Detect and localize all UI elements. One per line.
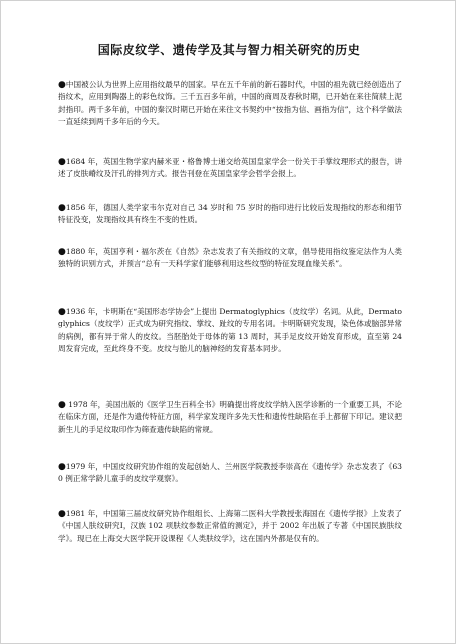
bullet-icon: ● xyxy=(58,400,66,410)
paragraph-text: 1978 年，美国出版的《医学卫生百科全书》明确提出将皮纹学纳入医学诊断的一个重要工具，不论在临床方面，还是作为遗传特征方面，科学家发现许多先天性和遗传性缺陷在手上都留下印记。建议把新生儿的手足纹取印作为筛查遗传缺陷的常规。 xyxy=(58,400,402,434)
paragraph-text: 1936 年，卡明斯在“美国形态学协会”上提出 Dermatoglyphics（皮纹学）名词。从此，Dermatoglyphics（皮纹学）正式成为研究指纹、掌纹、趾纹的专用名词。卡明斯研究发现，染色体或脑部异常的病例，都有异于常人的皮纹。当胚胎处于母体的第 13 周时，其手足皮纹开始发育形成，直至第 24 周发育完成，至此终身不变。皮纹与胎儿的脑神经的发育基本同步。 xyxy=(58,307,402,353)
bullet-icon: ● xyxy=(58,80,66,90)
bullet-icon: ● xyxy=(58,509,66,519)
paragraph-text: 1856 年，德国人类学家韦尔克对自己 34 岁时和 75 岁时的指印进行比较后发现指纹的形态和细节特征没变，发现指纹具有终生不变的性质。 xyxy=(58,203,402,225)
bullet-icon: ● xyxy=(58,307,66,317)
paragraph-1856 xyxy=(58,202,402,227)
paragraph-text: 1981 年，中国第三届皮纹研究协作组组长、上海第二医科大学教授张海国在《遗传学报》上发表了《中国人肤纹研究Ⅰ，汉族 102 项肤纹参数正常值的测定》，并于 2002 年出版了专著《中国民族肤纹学》。现已在上海交大医学院开设课程《人类肤纹学》，这在国内外都是仅有的。 xyxy=(58,509,402,543)
paragraph-text: 1880 年，英国亨利・福尔茨在《自然》杂志发表了有关指纹的文章，倡导使用指纹鉴定法作为人类独特的识别方式，并预言“总有一天科学家们能够利用这些纹型的特征发现血缘关系”。 xyxy=(58,247,402,269)
paragraph-1978 xyxy=(58,399,402,436)
paragraph-text: 中国被公认为世界上应用指纹最早的国家。早在五千年前的新石器时代，中国的祖先就已经创造出了指纹术，应用到陶器上的彩色纹饰。三千五百多年前，中国的商周及春秋时期，已开始在来往简牍上泥封指印。两千多年前，中国的秦汉时期已开始在来往文书契约中“按指为信、画指为信”，这个科学做法一直延续到两千多年后的今天。 xyxy=(58,80,402,126)
paragraph-1936 xyxy=(58,306,402,355)
paragraph-text: 1979 年，中国皮纹研究协作组的发起创始人、兰州医学院教授李崇高在《遗传学》杂志发表了《630 例正常学龄儿童手的皮纹学观察》。 xyxy=(58,462,402,484)
paragraph-1981 xyxy=(58,508,402,545)
paragraph-1979 xyxy=(58,461,402,486)
bullet-icon: ● xyxy=(58,462,66,472)
paragraph-text: 1684 年，英国生物学家内赫米亚・格鲁博士递交给英国皇家学会一份关于手掌纹理形式的报告，讲述了皮肤嵴纹及汗孔的排列方式。报告刊登在英国皇家学会哲学会报上。 xyxy=(58,157,402,179)
bullet-icon: ● xyxy=(58,247,66,257)
bullet-icon: ● xyxy=(58,157,66,167)
paragraph-1684 xyxy=(58,156,402,181)
bullet-icon: ● xyxy=(58,203,66,213)
paragraph-chinese-origins xyxy=(58,79,402,128)
page-title: 国际皮纹学、遗传学及其与智力相关研究的历史 xyxy=(97,43,361,57)
paragraph-1880 xyxy=(58,246,402,271)
